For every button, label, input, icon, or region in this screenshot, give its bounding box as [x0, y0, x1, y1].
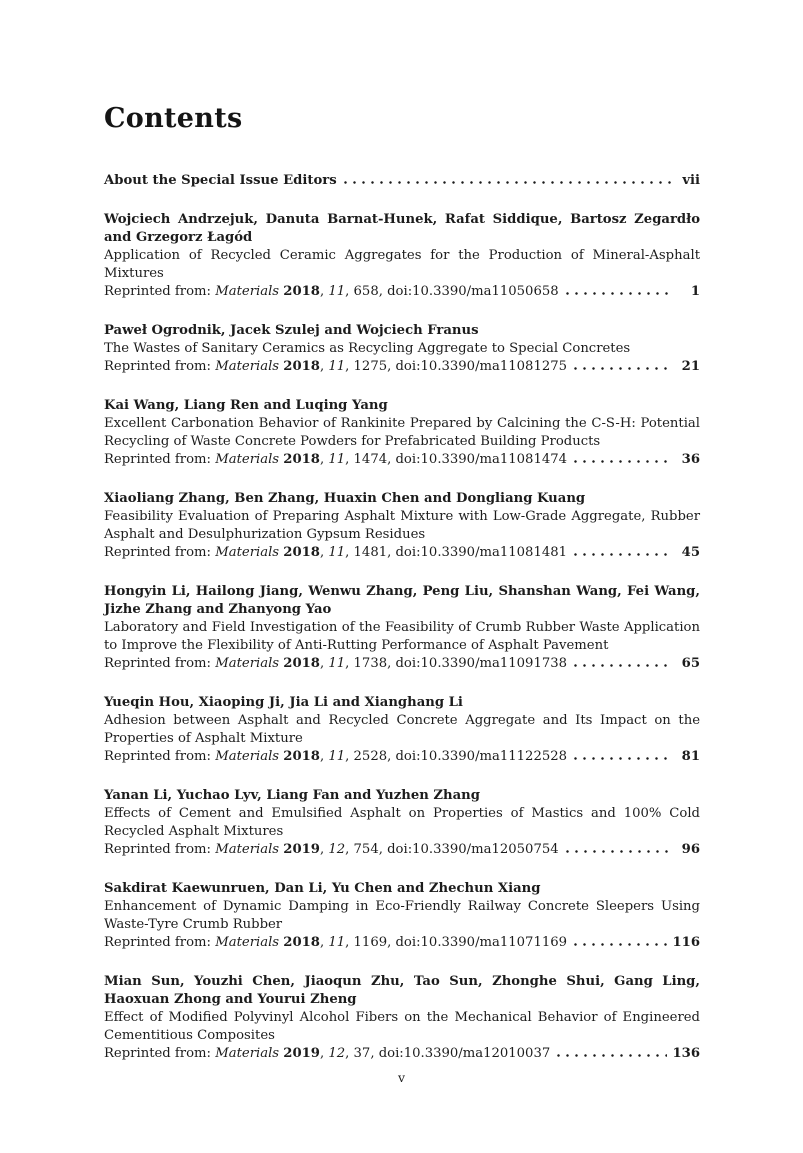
dot-leader — [574, 664, 671, 667]
journal-volume: 12 — [328, 1046, 346, 1061]
entry-authors: Mian Sun, Youzhi Chen, Jiaoqun Zhu, Tao Sun, Zhonghe Shui, Gang Ling, Haoxuan Zhong and Yourui Zheng — [104, 974, 700, 1007]
journal-name: Materials — [215, 749, 280, 764]
reprinted-label: Reprinted from: — [104, 452, 212, 467]
entry-citation — [104, 748, 567, 766]
entry-authors: Xiaoliang Zhang, Ben Zhang, Huaxin Chen and Dongliang Kuang — [104, 491, 586, 506]
dot-leader — [566, 850, 671, 853]
journal-name: Materials — [215, 452, 280, 467]
toc-entry — [104, 322, 700, 376]
separator: , — [319, 1046, 329, 1061]
dot-leader — [344, 181, 671, 184]
journal-year: 2018 — [283, 284, 320, 299]
separator: , — [345, 452, 354, 467]
front-matter-label: About the Special Issue Editors — [104, 173, 337, 188]
dot-leader — [557, 1054, 667, 1057]
entry-title: Excellent Carbonation Behavior of Rankinite Prepared by Calcining the C-S-H: Potential Recycling of Waste Concrete Powders for Prefabricated Building Products — [104, 416, 700, 449]
separator: , — [319, 935, 329, 950]
reprinted-label: Reprinted from: — [104, 656, 212, 671]
separator: , — [319, 545, 329, 560]
entry-citation-row — [104, 544, 700, 562]
reprinted-label: Reprinted from: — [104, 842, 212, 857]
citation-tail: 1169, doi:10.3390/ma11071169 — [353, 935, 568, 950]
entry-title: Laboratory and Field Investigation of the Feasibility of Crumb Rubber Waste Application to Improve the Flexibility of Anti-Rutting Performance of Asphalt Pavement — [104, 620, 700, 653]
entry-title: Effects of Cement and Emulsified Asphalt on Properties of Mastics and 100% Cold Recycled Asphalt Mixtures — [104, 806, 700, 839]
journal-name: Materials — [215, 545, 280, 560]
entry-title: Enhancement of Dynamic Damping in Eco-Friendly Railway Concrete Sleepers Using Waste-Tyre Crumb Rubber — [104, 899, 700, 932]
citation-tail: 1738, doi:10.3390/ma11091738 — [353, 656, 568, 671]
separator: , — [319, 452, 329, 467]
front-matter-page-number: vii — [682, 173, 700, 188]
reprinted-label: Reprinted from: — [104, 545, 212, 560]
journal-volume: 11 — [328, 452, 346, 467]
dot-leader — [574, 553, 671, 556]
entry-citation — [104, 934, 567, 952]
toc-entry — [104, 583, 700, 673]
separator: , — [345, 935, 354, 950]
dot-leader — [574, 367, 671, 370]
entry-page-number: 65 — [681, 656, 700, 671]
journal-volume: 11 — [328, 545, 346, 560]
citation-tail: 658, doi:10.3390/ma11050658 — [353, 284, 559, 299]
journal-volume: 11 — [328, 359, 346, 374]
separator: , — [319, 359, 329, 374]
journal-name: Materials — [215, 842, 280, 857]
entry-title: The Wastes of Sanitary Ceramics as Recycling Aggregate to Special Concretes — [104, 341, 631, 356]
journal-name: Materials — [215, 1046, 280, 1061]
journal-name: Materials — [215, 284, 280, 299]
dot-leader — [566, 292, 671, 295]
entry-citation-row — [104, 934, 700, 952]
journal-name: Materials — [215, 359, 280, 374]
separator: , — [345, 656, 354, 671]
journal-name: Materials — [215, 656, 280, 671]
citation-tail: 37, doi:10.3390/ma12010037 — [353, 1046, 551, 1061]
entry-citation-row — [104, 841, 700, 859]
entry-authors: Kai Wang, Liang Ren and Luqing Yang — [104, 398, 388, 413]
toc-entry — [104, 694, 700, 766]
entry-citation-row — [104, 283, 700, 301]
citation-tail: 1474, doi:10.3390/ma11081474 — [353, 452, 568, 467]
journal-volume: 11 — [328, 749, 346, 764]
entry-citation-row — [104, 1045, 700, 1063]
journal-year: 2018 — [283, 359, 320, 374]
journal-year: 2018 — [283, 935, 320, 950]
journal-year: 2018 — [283, 749, 320, 764]
entry-page-number: 21 — [681, 359, 700, 374]
reprinted-label: Reprinted from: — [104, 1046, 212, 1061]
separator: , — [345, 1046, 354, 1061]
citation-tail: 2528, doi:10.3390/ma11122528 — [353, 749, 568, 764]
citation-tail: 1275, doi:10.3390/ma11081275 — [353, 359, 568, 374]
citation-tail: 754, doi:10.3390/ma12050754 — [353, 842, 559, 857]
separator: , — [319, 842, 329, 857]
journal-volume: 11 — [328, 656, 346, 671]
toc-entry — [104, 787, 700, 859]
front-matter-row — [104, 172, 700, 190]
journal-year: 2019 — [283, 1046, 320, 1061]
entry-page-number: 116 — [672, 935, 700, 950]
entry-authors: Hongyin Li, Hailong Jiang, Wenwu Zhang, Peng Liu, Shanshan Wang, Fei Wang, Jizhe Zhang and Zhanyong Yao — [104, 584, 700, 617]
entry-citation-row — [104, 748, 700, 766]
dot-leader — [574, 943, 667, 946]
separator: , — [345, 359, 354, 374]
folio-page-number: v — [397, 1070, 406, 1085]
entry-authors: Yanan Li, Yuchao Lyv, Liang Fan and Yuzhen Zhang — [104, 788, 480, 803]
entry-citation-row — [104, 655, 700, 673]
entry-title: Application of Recycled Ceramic Aggregates for the Production of Mineral-Asphalt Mixtures — [104, 248, 700, 281]
reprinted-label: Reprinted from: — [104, 284, 212, 299]
separator: , — [319, 656, 329, 671]
dot-leader — [574, 757, 671, 760]
entry-citation-row — [104, 358, 700, 376]
separator: , — [345, 842, 354, 857]
toc-entry — [104, 880, 700, 952]
entry-citation — [104, 451, 567, 469]
journal-volume: 12 — [328, 842, 346, 857]
separator: , — [345, 545, 354, 560]
entry-citation — [104, 655, 567, 673]
entry-title: Effect of Modified Polyvinyl Alcohol Fibers on the Mechanical Behavior of Engineered Cementitious Composites — [104, 1010, 700, 1043]
entry-citation — [104, 544, 567, 562]
toc-entry — [104, 973, 700, 1063]
journal-name: Materials — [215, 935, 280, 950]
journal-year: 2018 — [283, 452, 320, 467]
page-title: Contents — [104, 103, 243, 134]
reprinted-label: Reprinted from: — [104, 359, 212, 374]
journal-year: 2019 — [283, 842, 320, 857]
toc-content — [104, 103, 700, 1084]
separator: , — [345, 749, 354, 764]
reprinted-label: Reprinted from: — [104, 749, 212, 764]
entry-page-number: 96 — [681, 842, 700, 857]
journal-year: 2018 — [283, 656, 320, 671]
entry-page-number: 81 — [681, 749, 700, 764]
entry-authors: Wojciech Andrzejuk, Danuta Barnat-Hunek, Rafat Siddique, Bartosz Zegardło and Grzegorz Łagód — [104, 212, 700, 245]
separator: , — [319, 749, 329, 764]
entry-citation — [104, 358, 567, 376]
entry-citation-row — [104, 451, 700, 469]
entry-title: Feasibility Evaluation of Preparing Asphalt Mixture with Low-Grade Aggregate, Rubber Asphalt and Desulphurization Gypsum Residues — [104, 509, 700, 542]
entry-citation — [104, 1045, 550, 1063]
reprinted-label: Reprinted from: — [104, 935, 212, 950]
entry-authors: Yueqin Hou, Xiaoping Ji, Jia Li and Xianghang Li — [104, 695, 463, 710]
entry-citation — [104, 283, 559, 301]
entry-page-number: 136 — [672, 1046, 700, 1061]
journal-volume: 11 — [328, 935, 346, 950]
entry-citation — [104, 841, 559, 859]
entry-authors: Paweł Ogrodnik, Jacek Szulej and Wojciech Franus — [104, 323, 479, 338]
entry-page-number: 1 — [690, 284, 700, 299]
entry-page-number: 36 — [681, 452, 700, 467]
separator: , — [319, 284, 329, 299]
citation-tail: 1481, doi:10.3390/ma11081481 — [353, 545, 568, 560]
toc-entry — [104, 211, 700, 301]
journal-year: 2018 — [283, 545, 320, 560]
dot-leader — [574, 460, 671, 463]
toc-entry — [104, 397, 700, 469]
separator: , — [345, 284, 354, 299]
toc-entry — [104, 490, 700, 562]
entry-authors: Sakdirat Kaewunruen, Dan Li, Yu Chen and Zhechun Xiang — [104, 881, 541, 896]
entry-title: Adhesion between Asphalt and Recycled Concrete Aggregate and Its Impact on the Properties of Asphalt Mixture — [104, 713, 700, 746]
journal-volume: 11 — [328, 284, 346, 299]
entry-page-number: 45 — [681, 545, 700, 560]
